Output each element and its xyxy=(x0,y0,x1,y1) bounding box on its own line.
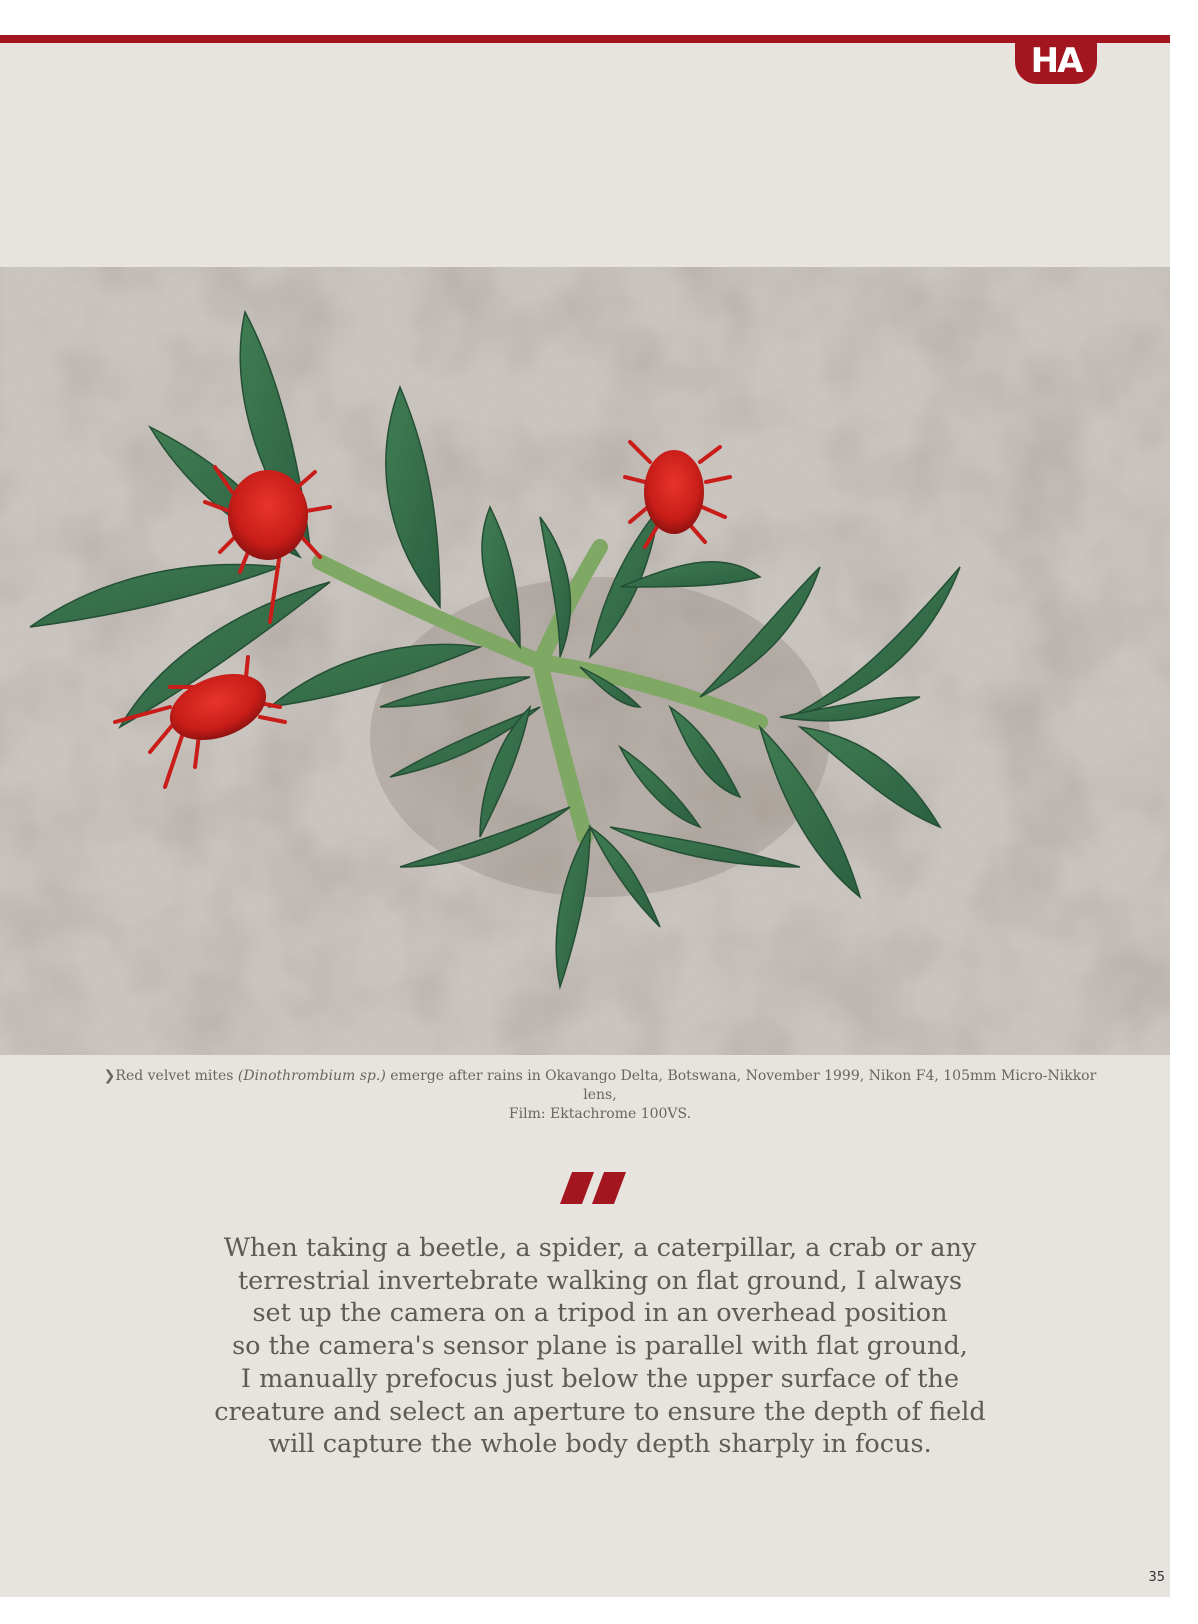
quote-line: terrestrial invertebrate walking on flat ground, I always xyxy=(237,1265,963,1296)
species-name: (Dinothrombium sp.) xyxy=(237,1068,386,1084)
photo-caption: ❯Red velvet mites (Dinothrombium sp.) emerge after rains in Okavango Delta, Botswana, November 1999, Nikon F4, 105mm Micro-Nikkor lens, Film: Ektachrome 100VS. xyxy=(100,1067,1100,1124)
mites-photo xyxy=(0,267,1170,1055)
page-number: 35 xyxy=(1148,1570,1165,1585)
header-rule xyxy=(0,35,1170,43)
quote-line: When taking a beetle, a spider, a caterpillar, a crab or any xyxy=(223,1233,977,1263)
caption-line2: Film: Ektachrome 100VS. xyxy=(508,1106,692,1122)
pull-quote xyxy=(195,1232,1005,1461)
quote-line: will capture the whole body depth sharply in focus. xyxy=(268,1429,932,1460)
quote-line: so the camera's sensor plane is parallel with flat ground, xyxy=(232,1331,968,1362)
caption-arrow-icon: ❯ xyxy=(103,1068,116,1084)
quote-line: set up the camera on a tripod in an overhead position xyxy=(252,1298,948,1329)
quote-line: creature and select an aperture to ensure the depth of field xyxy=(214,1396,986,1427)
magazine-logo: HA xyxy=(1015,38,1097,84)
quote-line: I manually prefocus just below the upper surface of the xyxy=(240,1363,960,1394)
quote-mark-icon xyxy=(560,1172,640,1222)
